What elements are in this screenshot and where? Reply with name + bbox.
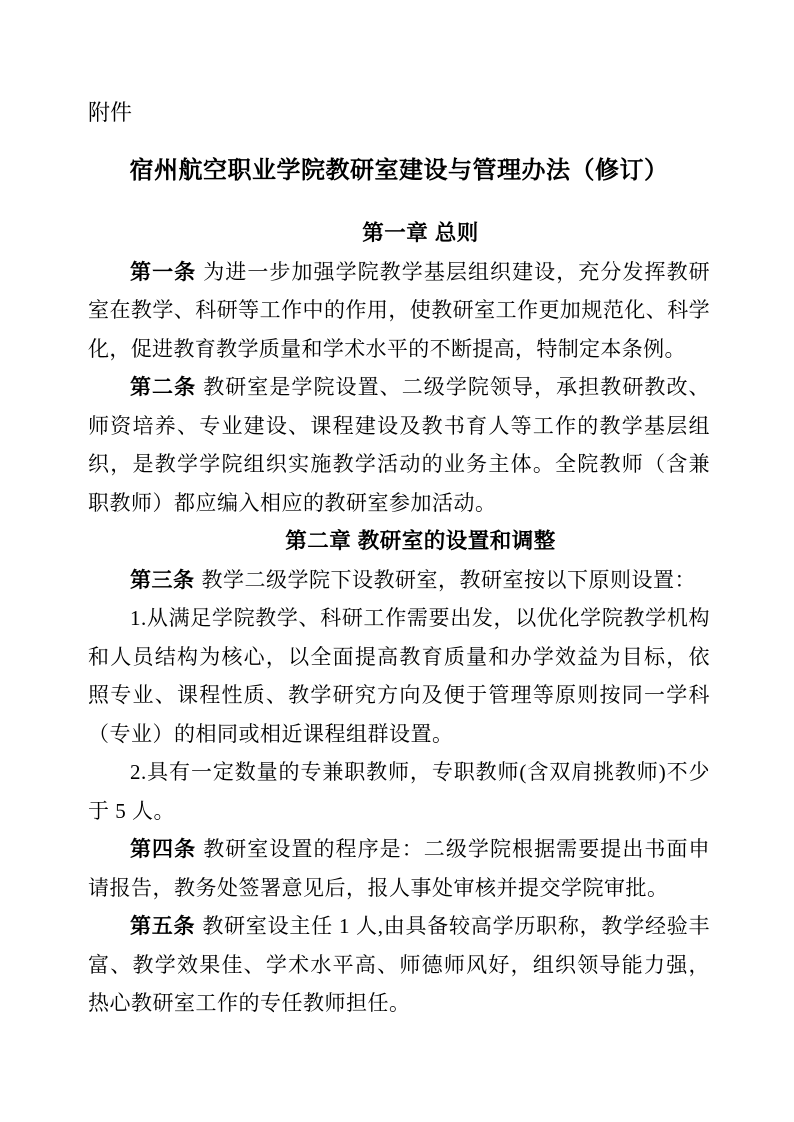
article-paragraph-1	[88, 253, 710, 369]
article-text-5: 教研室设主任 1 人,由具备较高学历职称，教学经验丰富、教学效果佳、学术水平高、师德师风好，组织领导能力强，热心教研室工作的专任教师担任。	[88, 914, 711, 1015]
article-paragraph-5	[88, 907, 710, 1023]
article-text-4: 教研室设置的程序是：二级学院根据需要提出书面申请报告，教务处签署意见后，报人事处审核并提交学院审批。	[88, 837, 711, 900]
article-text-3: 教学二级学院下设教研室，教研室按以下原则设置：	[201, 567, 696, 592]
article-label-3: 第三条	[130, 567, 195, 592]
attachment-label: 附件	[88, 100, 133, 125]
article-label-2: 第二条	[130, 375, 197, 399]
document-body	[88, 214, 710, 1023]
article-paragraph-3	[88, 561, 710, 600]
list-item-1: 1.从满足学院教学、科研工作需要出发，以优化学院教学机构和人员结构为核心，以全面提高教育质量和办学效益为目标，依照专业、课程性质、教学研究方向及便于管理等原则按同一学科（专业）的相同或相近课程组群设置。	[88, 606, 710, 746]
article-label-4: 第四条	[130, 837, 197, 861]
list-item-2: 2.具有一定数量的专兼职教师，专职教师(含双肩挑教师)不少于 5 人。	[88, 760, 710, 823]
article-text-1: 为进一步加强学院教学基层组织建设，充分发挥教研室在教学、科研等工作中的作用，使教研室工作更加规范化、科学化，促进教育教学质量和学术水平的不断提高，特制定本条例。	[88, 259, 710, 361]
article-label-5: 第五条	[130, 914, 196, 938]
article-paragraph-4	[88, 830, 710, 907]
chapter-heading-1: 第一章 总则	[362, 221, 479, 245]
chapter-heading-2: 第二章 教研室的设置和调整	[285, 529, 556, 553]
article-paragraph-2	[88, 368, 710, 522]
article-label-1: 第一条	[130, 259, 197, 284]
article-text-2: 教研室是学院设置、二级学院领导，承担教研教改、师资培养、专业建设、课程建设及教书育人等工作的教学基层组织，是教学学院组织实施教学活动的业务主体。全院教师（含兼职教师）都应编入相应的教研室参加活动。	[88, 375, 711, 515]
document-title: 宿州航空职业学院教研室建设与管理办法（修订）	[129, 158, 669, 184]
